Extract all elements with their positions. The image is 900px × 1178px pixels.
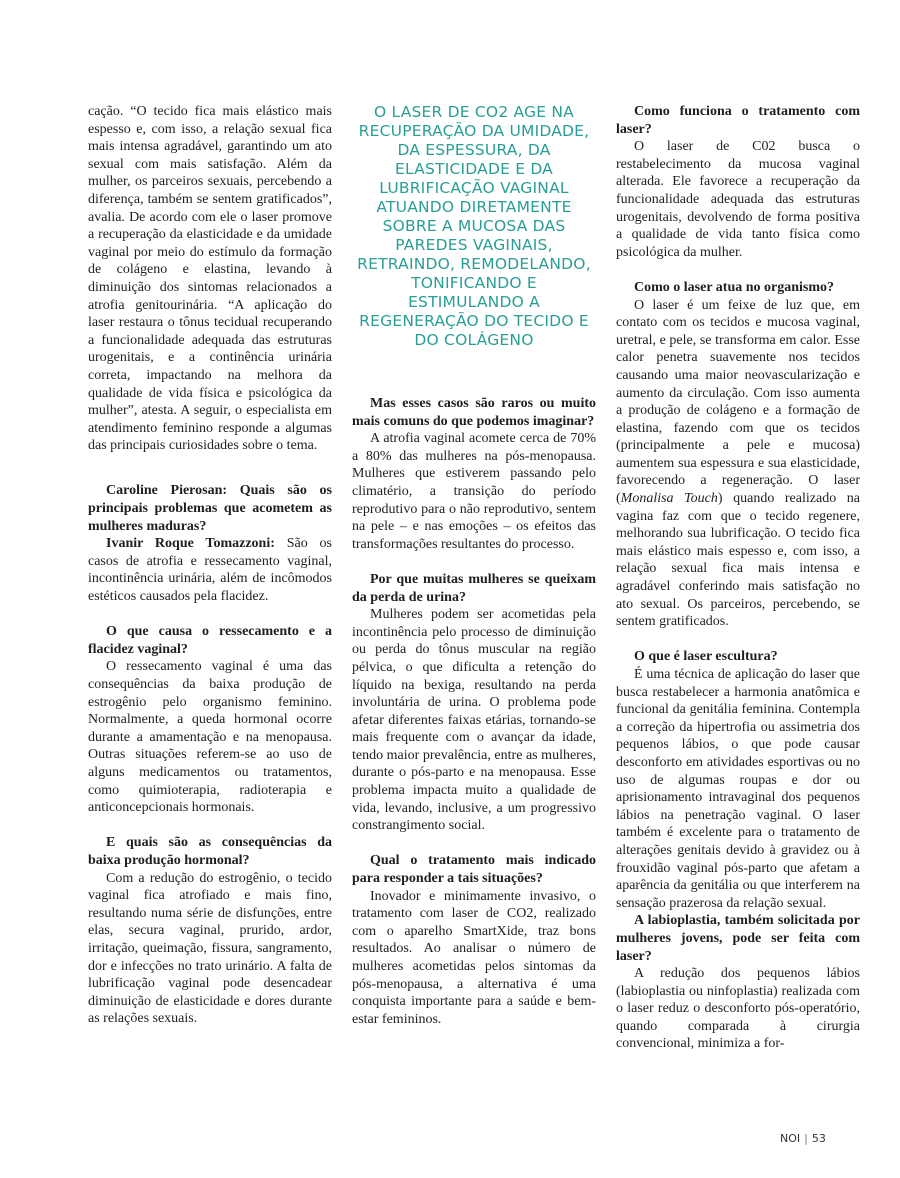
article-column-3 — [616, 103, 860, 1053]
section-heading: Por que muitas mulheres se queixam da perda de urina? — [352, 571, 596, 605]
section-heading: Mas esses casos são raros ou muito mais comuns do que podemos imaginar? — [352, 396, 596, 429]
product-name: Monalisa Touch — [620, 491, 718, 507]
body-paragraph — [616, 297, 860, 631]
page-footer — [780, 1132, 826, 1145]
footer-separator: | — [804, 1132, 808, 1145]
section-heading: Como o laser atua no organismo? — [634, 279, 835, 295]
interviewee-name: Ivanir Roque Tomazzoni: — [106, 536, 275, 552]
paragraph-part: ) quando realizado na vagina faz com que o tecido regenere, melhorando sua lubrificação. O tecido fica mais elástico mais espesso e, com isso, a relação sexual fica mais intensa e agradável conferindo mais satisfação no ato sexual. Os parceiros, percebendo, se sentem gratificados. — [616, 491, 860, 630]
section-heading: O que causa o ressecamento e a flacidez vaginal? — [88, 624, 332, 657]
body-paragraph: Mulheres podem ser acometidas pela incontinência pelo processo de diminuição ou perda do tônus muscular na região pélvica, o que dificulta a retenção do líquido na bexiga, resultando na perda involuntária de urina. O problema pode afetar diferentes faixas etárias, tornando-se mais frequente com o avançar da idade, tendo maior prevalência, entre as mulheres, durante o pós-parto e na menopausa. Esse problema impacta muito a qualidade de vida, levando, inclusive, a um progressivo constrangimento social. — [352, 607, 596, 834]
body-paragraph: Inovador e minimamente invasivo, o tratamento com laser de CO2, realizado com o aparelho SmartXide, traz bons resultados. Ao analisar o número de mulheres acometidas pelos sintomas da pós-menopausa, a alternativa é uma conquista importante para a saúde e bem-estar femininos. — [352, 888, 596, 1027]
article-column-1 — [88, 103, 332, 1028]
pull-quote-box — [352, 103, 596, 395]
section-heading: E quais são as consequências da baixa produção hormonal? — [88, 835, 332, 868]
body-paragraph: O laser de C02 busca o restabelecimento da mucosa vaginal alterada. Ele favorece a recuperação da funcionalidade adequada das estruturas urogenitais, devolvendo de forma positiva a qualidade de vida tanto física como psicológica da mulher. — [616, 139, 860, 260]
pull-quote: O LASER DE CO2 AGE NA RECUPERAÇÃO DA UMIDADE, DA ESPESSURA, DA ELASTICIDADE E DA LUBRIFICAÇÃO VAGINAL ATUANDO DIRETAMENTE SOBRE A MUCOSA DAS PAREDES VAGINAIS, RETRAINDO, REMODELANDO, TONIFICANDO E ESTIMULANDO A REGENERAÇÃO DO TECIDO E DO COLÁGENO — [357, 103, 591, 349]
magazine-name: NOI — [780, 1132, 801, 1145]
section-heading: Qual o tratamento mais indicado para responder a tais situações? — [352, 853, 596, 887]
body-paragraph: O ressecamento vaginal é uma das consequências da baixa produção de estrogênio pelo organismo feminino. Normalmente, a queda hormonal ocorre durante a amamentação e na menopausa. Outras situações referem-se ao uso de alguns medicamentos ou tratamentos, como quimioterapia, radioterapia e anticoncepcionais hormonais. — [88, 659, 332, 816]
interview-question: Caroline Pierosan: Quais são os principais problemas que acometem as mulheres maduras? — [88, 483, 332, 534]
body-paragraph: cação. “O tecido fica mais elástico mais espesso e, com isso, a relação sexual fica mais intensa agradável, garantindo um ato sexual com mais satisfação. Além da mulher, os parceiros sexuais, percebendo a diferença, também se sentem gratificados”, avalia. De acordo com ele o laser promove a recuperação da elasticidade e da umidade vaginal por meio do estímulo da formação de colágeno e elastina, levando à diminuição dos sintomas relacionados a atrofia genitourinária. “A aplicação do laser restaura o tônus tecidual recuperando a funcionalidade adequada das estruturas urogenitais, e a continência urinária correta, impactando na melhora da qualidade de vida física e psicológica da mulher”, atesta. A seguir, o especialista em atendimento feminino responde a algumas das principais curiosidades sobre o tema. — [88, 104, 332, 454]
section-heading: Como funciona o tratamento com laser? — [616, 104, 860, 137]
page-number: 53 — [811, 1132, 826, 1145]
body-paragraph: Com a redução do estrogênio, o tecido vaginal fica atrofiado e mais fino, resultando numa série de disfunções, entre elas, secura vaginal, prurido, ardor, irritação, queimação, fissura, sangramento, dor e infecções no trato urinário. A falta de lubrificação vaginal pode desencadear diminuição de elasticidade e dores durante as relações sexuais. — [88, 870, 332, 1027]
answer-text: São os casos de atrofia e ressecamento vaginal, incontinência urinária, além de incômodos estéticos causados pela flacidez. — [88, 536, 332, 605]
body-paragraph: A redução dos pequenos lábios (labioplastia ou ninfoplastia) realizada com o laser reduz o desconforto pós-operatório, quando comparada à cirurgia convencional, minimiza a for- — [616, 966, 860, 1052]
article-column-2 — [352, 103, 596, 1028]
body-paragraph: A atrofia vaginal acomete cerca de 70% a 80% das mulheres na pós-menopausa. Mulheres que estiverem passando pelo climatério, a transição do período reprodutivo para o não reprodutivo, sentem na pele – e nas emoções – os efeitos das transformações resultantes do processo. — [352, 431, 596, 552]
section-heading: A labioplastia, também solicitada por mulheres jovens, pode ser feita com laser? — [616, 913, 860, 964]
section-heading: O que é laser escultura? — [634, 649, 778, 665]
interview-answer — [88, 535, 332, 605]
body-paragraph: É uma técnica de aplicação do laser que busca restabelecer a harmonia anatômica e funcional da genitália feminina. Contempla a correção da hipertrofia ou assimetria dos pequenos lábios, o que pode causar desconforto em atividades esportivas ou no uso de algumas roupas e dor ou aprisionamento intravaginal dos pequenos lábios na penetração vaginal. O laser também é excelente para o tratamento de alterações genitais devido à gravidez ou à frouxidão vaginal pós-parto que afetam a aparência da genitália ou que interferem na sensação prazerosa da relação sexual. — [616, 667, 860, 911]
paragraph-part: O laser é um feixe de luz que, em contato com os tecidos e mucosa vaginal, uretral, e pele, se transforma em calor. Esse calor penetra suavemente nos tecidos causando uma maior neovascularização e aumento da circulação. Com isso aumenta a produção de colágeno e a formação de elastina, fazendo com que os tecidos (principalmente a pele e mucosa) aumentem sua espessura e sua elasticidade, favorecendo a regeneração. O laser ( — [616, 297, 860, 507]
